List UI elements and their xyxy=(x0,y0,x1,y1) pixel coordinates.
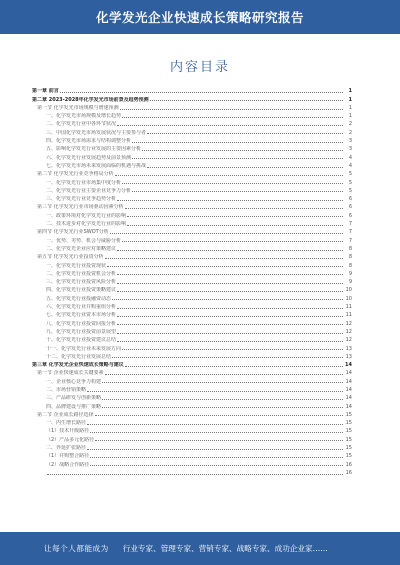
table-of-contents xyxy=(32,86,352,476)
toc-entry-page: 7 xyxy=(348,221,352,228)
toc-entry-title: 八、化学发光行业投资回报分析 xyxy=(46,320,117,327)
toc-entry-title: 第二节 企业成长路径选择 xyxy=(37,411,94,418)
toc-entry[interactable] xyxy=(32,103,352,111)
toc-entry-page: 16 xyxy=(345,461,352,468)
toc-dot-leader xyxy=(127,225,343,226)
toc-entry[interactable] xyxy=(32,186,352,194)
toc-entry-page: 8 xyxy=(348,262,352,269)
toc-entry-title: 五、影响化学发光行业发展的主要因素分析 xyxy=(46,146,142,153)
toc-entry-title: 一、企业核心竞争力构建 xyxy=(46,378,102,385)
toc-entry-page: 5 xyxy=(348,187,352,194)
toc-entry-page: 11 xyxy=(345,304,352,311)
toc-dot-leader xyxy=(122,183,343,184)
toc-entry-page: 15 xyxy=(345,420,352,427)
toc-entry-page: 12 xyxy=(345,337,352,344)
toc-entry-page: 15 xyxy=(345,411,352,418)
toc-entry[interactable] xyxy=(32,127,352,135)
toc-entry-title: 十、化学发光行业投资建议总结 xyxy=(46,337,117,344)
toc-entry[interactable] xyxy=(32,385,352,393)
toc-entry-page: 14 xyxy=(345,403,352,410)
toc-dot-leader xyxy=(95,440,343,441)
toc-entry-page: 12 xyxy=(345,320,352,327)
toc-dot-leader xyxy=(132,142,343,143)
toc-entry[interactable] xyxy=(32,459,352,467)
toc-entry-title: 九、化学发光行业投资前景展望 xyxy=(46,328,117,335)
toc-entry-title: 第四节 化学发光行业SWOT分析 xyxy=(37,229,109,236)
toc-entry-page: 1 xyxy=(348,104,352,111)
toc-dot-leader xyxy=(132,191,343,192)
toc-entry[interactable] xyxy=(32,177,352,185)
toc-entry-title: 四、化学发光市场需求与结构调整分析 xyxy=(46,138,132,145)
toc-entry-page: 13 xyxy=(345,353,352,360)
toc-entry-title: 七、化学发光市场未来发展面临的机遇与挑战 xyxy=(46,162,147,169)
toc-entry-title: 六、化学发光行业并购重组分析 xyxy=(46,304,117,311)
toc-entry-title: 六、化学发光行业发展趋势及前景预测 xyxy=(46,154,132,161)
toc-entry-page: 13 xyxy=(345,345,352,352)
toc-entry[interactable] xyxy=(32,136,352,144)
toc-entry[interactable] xyxy=(32,285,352,293)
toc-entry-page: 11 xyxy=(345,312,352,319)
toc-entry-page: 4 xyxy=(348,154,352,161)
toc-entry-page: 6 xyxy=(348,196,352,203)
toc-dot-leader xyxy=(132,158,343,159)
toc-entry-page: 1 xyxy=(348,88,352,95)
toc-entry-page: 1 xyxy=(348,96,352,103)
toc-dot-leader xyxy=(60,92,343,93)
toc-entry-page: 3 xyxy=(348,146,352,153)
toc-entry-page: 16 xyxy=(345,469,352,476)
toc-entry-title: 二、化学发光行业投资机会分析 xyxy=(46,270,117,277)
toc-entry-title: 二、化学发光行业主要企业竞争力分析 xyxy=(46,187,132,194)
toc-dot-leader xyxy=(122,241,343,242)
toc-entry-page: 6 xyxy=(348,204,352,211)
toc-entry-title: 第三章 化学发光企业快速成长策略与建议 xyxy=(32,362,124,369)
toc-dot-leader xyxy=(150,100,343,101)
toc-dot-leader xyxy=(112,357,343,358)
toc-dot-leader xyxy=(87,449,343,450)
toc-dot-leader xyxy=(117,274,343,275)
toc-dot-leader xyxy=(117,291,343,292)
toc-entry-page: 2 xyxy=(348,121,352,128)
footer-tagline: 行业专家、管理专家、营销专家、战略专家、成功企业家…… xyxy=(122,544,328,553)
toc-entry-title: 一、化学发光行业市场集中度分析 xyxy=(46,179,122,186)
toc-dot-leader xyxy=(142,150,343,151)
toc-entry-title: 第一节 企业快速成长关键要素 xyxy=(37,370,104,377)
toc-entry[interactable] xyxy=(32,194,352,202)
toc-entry[interactable] xyxy=(32,310,352,318)
toc-entry[interactable] xyxy=(32,468,352,476)
toc-entry-page: 1 xyxy=(348,113,352,120)
toc-entry[interactable] xyxy=(32,86,352,94)
toc-dot-leader xyxy=(95,415,343,416)
toc-entry[interactable] xyxy=(32,161,352,169)
toc-entry-page: 10 xyxy=(345,295,352,302)
toc-entry-title: 二、市场营销策略 xyxy=(46,386,87,393)
toc-dot-leader xyxy=(117,333,343,334)
toc-entry-title: （2）产品多元化路径 xyxy=(46,436,95,443)
toc-entry[interactable] xyxy=(32,393,352,401)
toc-entry-title: 二、技术进步对化学发光行业的影响 xyxy=(46,221,127,228)
toc-entry[interactable] xyxy=(32,335,352,343)
toc-entry-page: 12 xyxy=(345,328,352,335)
toc-dot-leader xyxy=(117,308,343,309)
toc-entry-page: 5 xyxy=(348,171,352,178)
toc-entry-title: 一、优势、劣势、机会与威胁分析 xyxy=(46,237,122,244)
toc-entry-title: 一、化学发光行业投资现状 xyxy=(46,262,107,269)
toc-entry-title: 三、产品研发与创新策略 xyxy=(46,395,102,402)
toc-entry[interactable] xyxy=(32,360,352,368)
toc-dot-leader xyxy=(147,167,343,168)
toc-entry[interactable] xyxy=(32,376,352,384)
toc-entry-title: （2）战略合作路径 xyxy=(46,461,90,468)
toc-dot-leader xyxy=(90,432,343,433)
toc-entry[interactable] xyxy=(32,202,352,210)
toc-entry[interactable] xyxy=(32,244,352,252)
toc-entry-title: 一、内生增长路径 xyxy=(46,420,87,427)
toc-entry[interactable] xyxy=(32,235,352,243)
toc-entry-page: 3 xyxy=(348,138,352,145)
toc-dot-leader xyxy=(117,316,343,317)
toc-dot-leader xyxy=(105,374,343,375)
toc-dot-leader xyxy=(110,233,343,234)
toc-entry[interactable] xyxy=(32,152,352,160)
toc-entry[interactable] xyxy=(32,426,352,434)
toc-dot-leader xyxy=(147,133,343,134)
toc-entry[interactable] xyxy=(32,277,352,285)
toc-dot-leader xyxy=(102,399,343,400)
toc-entry[interactable] xyxy=(32,410,352,418)
toc-dot-leader xyxy=(117,324,343,325)
toc-dot-leader xyxy=(122,117,343,118)
toc-dot-leader xyxy=(115,175,343,176)
toc-entry-title: 一、政策环境对化学发光行业的影响 xyxy=(46,212,127,219)
toc-entry-page: 15 xyxy=(345,445,352,452)
toc-entry[interactable] xyxy=(32,327,352,335)
toc-dot-leader xyxy=(112,299,343,300)
toc-heading: 内容目录 xyxy=(169,60,230,75)
report-title: 化学发光企业快速成长策略研究报告 xyxy=(95,10,304,25)
toc-entry-page: 7 xyxy=(348,229,352,236)
toc-entry[interactable] xyxy=(32,119,352,127)
toc-entry-title: 十二、化学发光行业发展总结 xyxy=(46,353,112,360)
toc-entry-title: 五、化学发光行业投融资动态 xyxy=(46,295,112,302)
toc-entry-page: 8 xyxy=(348,254,352,261)
toc-entry-title: （1）并购整合路径 xyxy=(46,453,90,460)
toc-entry-page: 15 xyxy=(345,436,352,443)
toc-dot-leader xyxy=(90,457,343,458)
toc-entry[interactable] xyxy=(32,318,352,326)
toc-dot-leader xyxy=(105,258,343,259)
toc-entry[interactable] xyxy=(32,434,352,442)
toc-entry-title: 二、外延扩张路径 xyxy=(46,445,87,452)
toc-entry-title: 十一、化学发光行业未来发展方向 xyxy=(46,345,122,352)
toc-entry-page: 5 xyxy=(348,179,352,186)
toc-entry-page: 15 xyxy=(345,428,352,435)
footer-slogan: 让每个人都能成为 xyxy=(44,544,109,553)
toc-dot-leader xyxy=(117,125,343,126)
toc-entry-page: 14 xyxy=(345,395,352,402)
toc-entry-title: 一、化学发光市场规模及增长趋势 xyxy=(46,113,122,120)
toc-entry-title: 第二节 化学发光行业竞争格局分析 xyxy=(37,171,114,178)
toc-entry-page: 6 xyxy=(348,212,352,219)
toc-entry[interactable] xyxy=(32,302,352,310)
toc-dot-leader xyxy=(87,424,343,425)
toc-dot-leader xyxy=(117,341,343,342)
toc-entry[interactable] xyxy=(32,343,352,351)
toc-entry-title: 第三节 化学发光行业市场驱动因素分析 xyxy=(37,204,124,211)
toc-entry[interactable] xyxy=(32,443,352,451)
toc-dot-leader xyxy=(117,250,343,251)
toc-entry[interactable] xyxy=(32,227,352,235)
toc-entry[interactable] xyxy=(32,169,352,177)
toc-entry-title: 七、化学发光行业资本市场分析 xyxy=(46,312,117,319)
toc-dot-leader xyxy=(102,382,343,383)
toc-dot-leader xyxy=(125,208,343,209)
toc-entry-page: 14 xyxy=(345,370,352,377)
toc-entry-page: 14 xyxy=(345,378,352,385)
toc-entry[interactable] xyxy=(32,252,352,260)
toc-dot-leader xyxy=(117,200,343,201)
toc-dot-leader xyxy=(122,349,343,350)
toc-entry[interactable] xyxy=(32,418,352,426)
toc-entry[interactable] xyxy=(32,260,352,268)
toc-entry[interactable] xyxy=(32,111,352,119)
toc-dot-leader xyxy=(102,407,343,408)
toc-entry-page: 7 xyxy=(348,237,352,244)
toc-entry-title: 四、品牌建设与推广策略 xyxy=(46,403,102,410)
toc-entry[interactable] xyxy=(32,269,352,277)
toc-entry-title: （1）技术升级路径 xyxy=(46,428,90,435)
toc-entry-title: 第五节 化学发光行业投资分析 xyxy=(37,254,104,261)
toc-entry-title: 二、化学发光行业中各环节状况 xyxy=(46,121,117,128)
toc-entry-page: 15 xyxy=(345,453,352,460)
toc-dot-leader xyxy=(127,216,343,217)
toc-entry-title: 三、中国化学发光市场发展状况与主要参与者 xyxy=(46,129,147,136)
toc-entry-title: 第二章 2023-2028年化学发光市场前景及趋势预测 xyxy=(32,96,149,103)
toc-entry-page: 9 xyxy=(348,279,352,286)
toc-entry[interactable] xyxy=(32,451,352,459)
toc-entry-title: 四、化学发光行业投资策略建议 xyxy=(46,287,117,294)
toc-entry-page: 14 xyxy=(345,386,352,393)
toc-entry[interactable] xyxy=(32,219,352,227)
toc-entry-page: 9 xyxy=(348,270,352,277)
toc-entry-page: 10 xyxy=(345,287,352,294)
toc-entry[interactable] xyxy=(32,293,352,301)
toc-dot-leader xyxy=(90,465,343,466)
toc-entry-page: 8 xyxy=(348,245,352,252)
toc-dot-leader xyxy=(117,283,343,284)
toc-entry[interactable] xyxy=(32,210,352,218)
toc-dot-leader xyxy=(47,474,343,475)
toc-entry-page: 4 xyxy=(348,162,352,169)
toc-entry-page: 14 xyxy=(345,362,352,369)
toc-dot-leader xyxy=(120,109,343,110)
toc-entry[interactable] xyxy=(32,94,352,102)
toc-entry[interactable] xyxy=(32,352,352,360)
toc-entry-title: 第一章 前言 xyxy=(32,88,59,95)
toc-entry-title: 二、化学发光企业应对策略建议 xyxy=(46,245,117,252)
toc-entry[interactable] xyxy=(32,401,352,409)
toc-entry-title: 第一节 化学发光市场规模与增速预测 xyxy=(37,104,119,111)
toc-entry[interactable] xyxy=(32,144,352,152)
toc-dot-leader xyxy=(87,391,343,392)
footer-bar xyxy=(0,532,400,565)
toc-entry-title: 三、化学发光行业投资风险分析 xyxy=(46,279,117,286)
toc-entry-page: 2 xyxy=(348,129,352,136)
report-header-bar xyxy=(0,0,400,34)
toc-dot-leader xyxy=(125,366,343,367)
toc-entry-title: 三、化学发光行业竞争趋势分析 xyxy=(46,196,117,203)
toc-entry[interactable] xyxy=(32,368,352,376)
toc-dot-leader xyxy=(107,266,343,267)
